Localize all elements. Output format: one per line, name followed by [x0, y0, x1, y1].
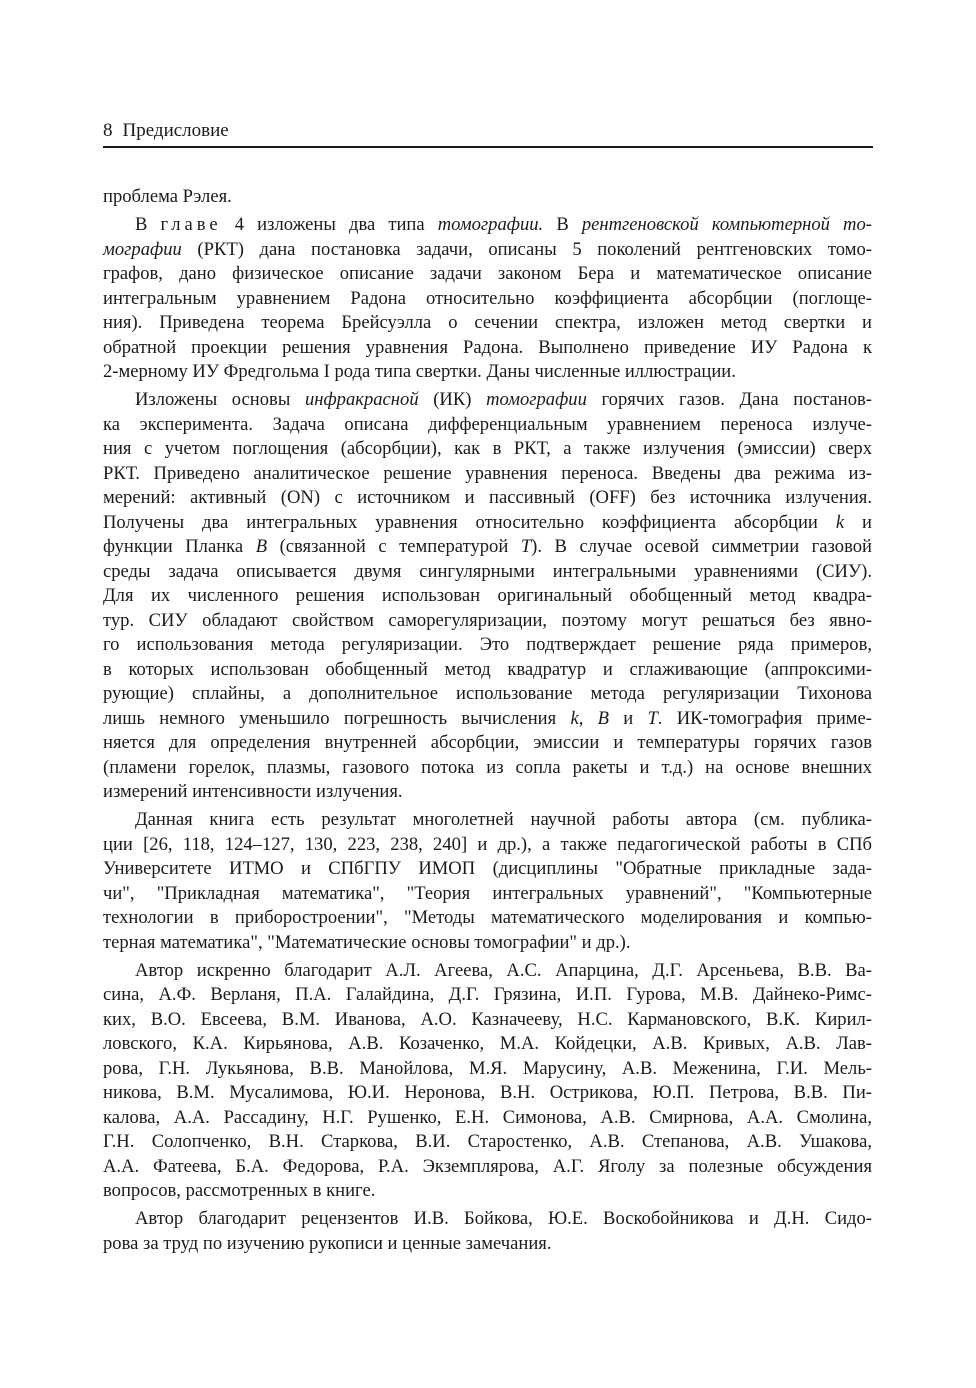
text-segment: и	[844, 511, 872, 533]
text-segment: Г.Н. Солопченко, В.Н. Старкова, В.И. Старостенко, А.В. Степанова, А.В. Ушакова,	[103, 1131, 872, 1152]
italic-text: томографии.	[437, 214, 544, 235]
text-segment: Для их численного решения использован оригинальный обобщенный метод квадра-	[103, 585, 872, 606]
text-segment: ,	[578, 707, 598, 729]
text-segment: обратной проекции решения уравнения Радона. Выполнено приведение ИУ Радона к	[103, 336, 872, 358]
text-line	[103, 1207, 872, 1232]
text-segment: горячих газов. Дана постанов-	[586, 389, 872, 410]
text-segment: терная математика", "Математические основы томографии" и др.).	[103, 931, 631, 953]
text-line	[103, 983, 872, 1008]
text-segment: ких, В.О. Евсеева, В.М. Иванова, А.О. Казначееву, Н.С. Кармановского, В.К. Кирил-	[103, 1008, 872, 1030]
text-segment: интегральным уравнением Радона относительно коэффициента абсорбции (поглоще-	[103, 287, 872, 309]
text-segment: рова за труд по изучению рукописи и ценные замечания.	[103, 1232, 552, 1254]
text-segment: няется для определения внутренней абсорбции, эмиссии и температуры горячих газов	[103, 732, 872, 753]
text-line	[103, 959, 872, 984]
text-line	[103, 1130, 872, 1155]
italic-text: B	[597, 707, 609, 729]
text-segment: РКТ. Приведено аналитическое решение уравнения переноса. Введены два режима из-	[103, 462, 872, 484]
text-segment: технологии в приборостроении", "Методы математического моделирования и компью-	[103, 907, 872, 928]
text-segment: тур. СИУ обладают свойством саморегуляризации, поэтому могут решаться без явно-	[103, 609, 872, 631]
italic-text: k	[835, 511, 845, 533]
text-segment: ния с учетом поглощения (абсорбции), как в РКТ, а также излучения (эмиссии) сверх	[103, 438, 872, 459]
text-segment: Получены два интегральных уравнения относительно коэффициента абсорбции	[103, 511, 836, 533]
text-segment: ловского, К.А. Кирьянова, А.В. Козаченко, М.А. Койдецки, А.В. Кривых, А.В. Лав-	[103, 1033, 872, 1054]
text-segment: функции Планка	[103, 536, 256, 557]
text-segment: никова, В.М. Мусалимова, Ю.И. Неронова, В.Н. Острикова, Ю.П. Петрова, В.В. Пи-	[103, 1082, 872, 1103]
text-segment: рующие) сплайны, а дополнительное использование метода регуляризации Тихонова	[103, 683, 872, 704]
text-segment: А.А. Фатеева, Б.А. Федорова, Р.А. Экземплярова, А.Г. Яголу за полезные обсуждения	[103, 1155, 872, 1177]
text-line	[103, 360, 872, 385]
text-line	[103, 213, 872, 238]
text-line	[103, 808, 872, 833]
text-line	[103, 311, 872, 336]
text-segment: рова, Г.Н. Лукьянова, В.В. Манойлова, М.Я. Марусину, А.В. Меженина, Г.И. Мель-	[103, 1057, 872, 1079]
text-segment: Изложены основы	[135, 389, 305, 410]
section-title: Предисловие	[122, 120, 229, 141]
text-line	[103, 462, 872, 487]
text-segment: калова, А.А. Рассадину, Н.Г. Рушенко, Е.Н. Симонова, А.В. Смирнова, А.А. Смолина,	[103, 1106, 872, 1128]
text-line	[103, 535, 872, 560]
text-segment: . ИК-томография приме-	[657, 707, 872, 729]
paragraph	[103, 1207, 872, 1256]
text-segment: вопросов, рассмотренных в книге.	[103, 1180, 376, 1201]
text-line	[103, 1008, 872, 1033]
text-line	[103, 336, 872, 361]
text-segment: (РКТ) дана постановка задачи, описаны 5 поколений рентгеновских томо-	[181, 238, 872, 260]
text-segment: Университете ИТМО и СПбГПУ ИМОП (дисциплины "Обратные прикладные зада-	[103, 858, 872, 879]
text-segment: среды задача описывается двумя сингулярными интегральными уравнениями (СИУ).	[103, 560, 872, 582]
text-line	[103, 833, 872, 858]
text-line	[103, 262, 872, 287]
text-line	[103, 882, 872, 907]
text-line	[103, 1032, 872, 1057]
text-line	[103, 1155, 872, 1180]
italic-text: томографии	[486, 389, 587, 410]
italic-text: B	[255, 536, 268, 557]
text-line	[103, 931, 872, 956]
text-line	[103, 185, 872, 210]
text-line	[103, 413, 872, 438]
text-segment: чи", "Прикладная математика", "Теория интегральных уравнений", "Компьютерные	[103, 882, 872, 904]
italic-text: k	[570, 707, 579, 729]
text-segment: (связанной с температурой	[267, 536, 521, 557]
text-segment: 4 изложены два типа	[221, 214, 438, 235]
page-number: 8	[103, 120, 113, 141]
text-line	[103, 633, 872, 658]
text-line	[103, 1179, 872, 1204]
paragraph	[103, 808, 872, 955]
text-line	[103, 1081, 872, 1106]
text-segment: В	[543, 214, 582, 235]
text-segment: В	[135, 214, 161, 235]
text-segment: ). В случае осевой симметрии газовой	[531, 536, 872, 557]
text-segment: (ИК)	[418, 389, 487, 410]
italic-text: инфракрасной	[304, 389, 419, 410]
text-segment: (пламени горелок, плазмы, газового потока из сопла ракеты и т.д.) на основе внешних	[103, 756, 872, 778]
paragraph	[103, 213, 872, 385]
text-line	[103, 756, 872, 781]
text-segment: сина, А.Ф. Верланя, П.А. Галайдина, Д.Г. Грязина, И.П. Гурова, М.В. Дайнеко-Римс-	[103, 984, 872, 1005]
text-segment: 2-мерному ИУ Фредгольма I рода типа свертки. Даны численные иллюстрации.	[103, 361, 736, 382]
italic-text: T	[520, 536, 532, 557]
text-line	[103, 437, 872, 462]
text-segment: мерений: активный (ON) с источником и пассивный (OFF) без источника излучения.	[103, 487, 872, 508]
text-line	[103, 1106, 872, 1131]
text-line	[103, 486, 872, 511]
italic-text: мографии	[103, 238, 182, 260]
text-segment: лишь немного уменьшило погрешность вычисления	[103, 707, 571, 729]
page-body	[103, 185, 872, 1256]
text-segment: проблема Рэлея.	[103, 186, 232, 207]
text-segment: графов, дано физическое описание задачи законом Бера и математическое описание	[103, 263, 872, 284]
text-line	[103, 682, 872, 707]
text-line	[103, 707, 872, 732]
text-segment: го использования метода регуляризации. Это подтверждает решение ряда примеров,	[103, 634, 872, 655]
text-line	[103, 511, 872, 536]
text-segment: в которых использован обобщенный метод квадратур и сглаживающие (аппроксими-	[103, 658, 872, 680]
text-line	[103, 780, 872, 805]
paragraph	[103, 388, 872, 805]
text-segment: Данная книга есть результат многолетней научной работы автора (см. публика-	[135, 809, 872, 830]
text-line	[103, 1232, 872, 1257]
text-segment: измерений интенсивности излучения.	[103, 781, 403, 802]
text-segment: и	[608, 707, 648, 729]
italic-text: рентгеновской компьютерной то-	[581, 214, 872, 235]
text-line	[103, 584, 872, 609]
text-line	[103, 388, 872, 413]
text-line	[103, 658, 872, 683]
text-line	[103, 731, 872, 756]
header-rule	[103, 146, 873, 148]
text-segment: ции [26, 118, 124–127, 130, 223, 238, 240] и др.), а также педагогической работы в СПб	[103, 833, 872, 855]
text-line	[103, 906, 872, 931]
text-line	[103, 560, 872, 585]
paragraph	[103, 185, 872, 210]
paragraph	[103, 959, 872, 1204]
text-segment: ния). Приведена теорема Брейсуэлла о сечении спектра, изложен метод свертки и	[103, 312, 872, 333]
text-line	[103, 238, 872, 263]
running-header	[103, 119, 873, 143]
text-line	[103, 287, 872, 312]
text-segment: Автор благодарит рецензентов И.В. Бойкова, Ю.Е. Воскобойникова и Д.Н. Сидо-	[135, 1208, 872, 1229]
text-segment: Автор искренно благодарит А.Л. Агеева, А.С. Апарцина, Д.Г. Арсеньева, В.В. Ва-	[135, 959, 872, 981]
spaced-text: главе	[160, 214, 222, 235]
text-segment: ка эксперимента. Задача описана дифференциальным уравнением переноса излуче-	[103, 413, 872, 435]
text-line	[103, 1057, 872, 1082]
text-line	[103, 857, 872, 882]
italic-text: T	[647, 707, 658, 729]
text-line	[103, 609, 872, 634]
